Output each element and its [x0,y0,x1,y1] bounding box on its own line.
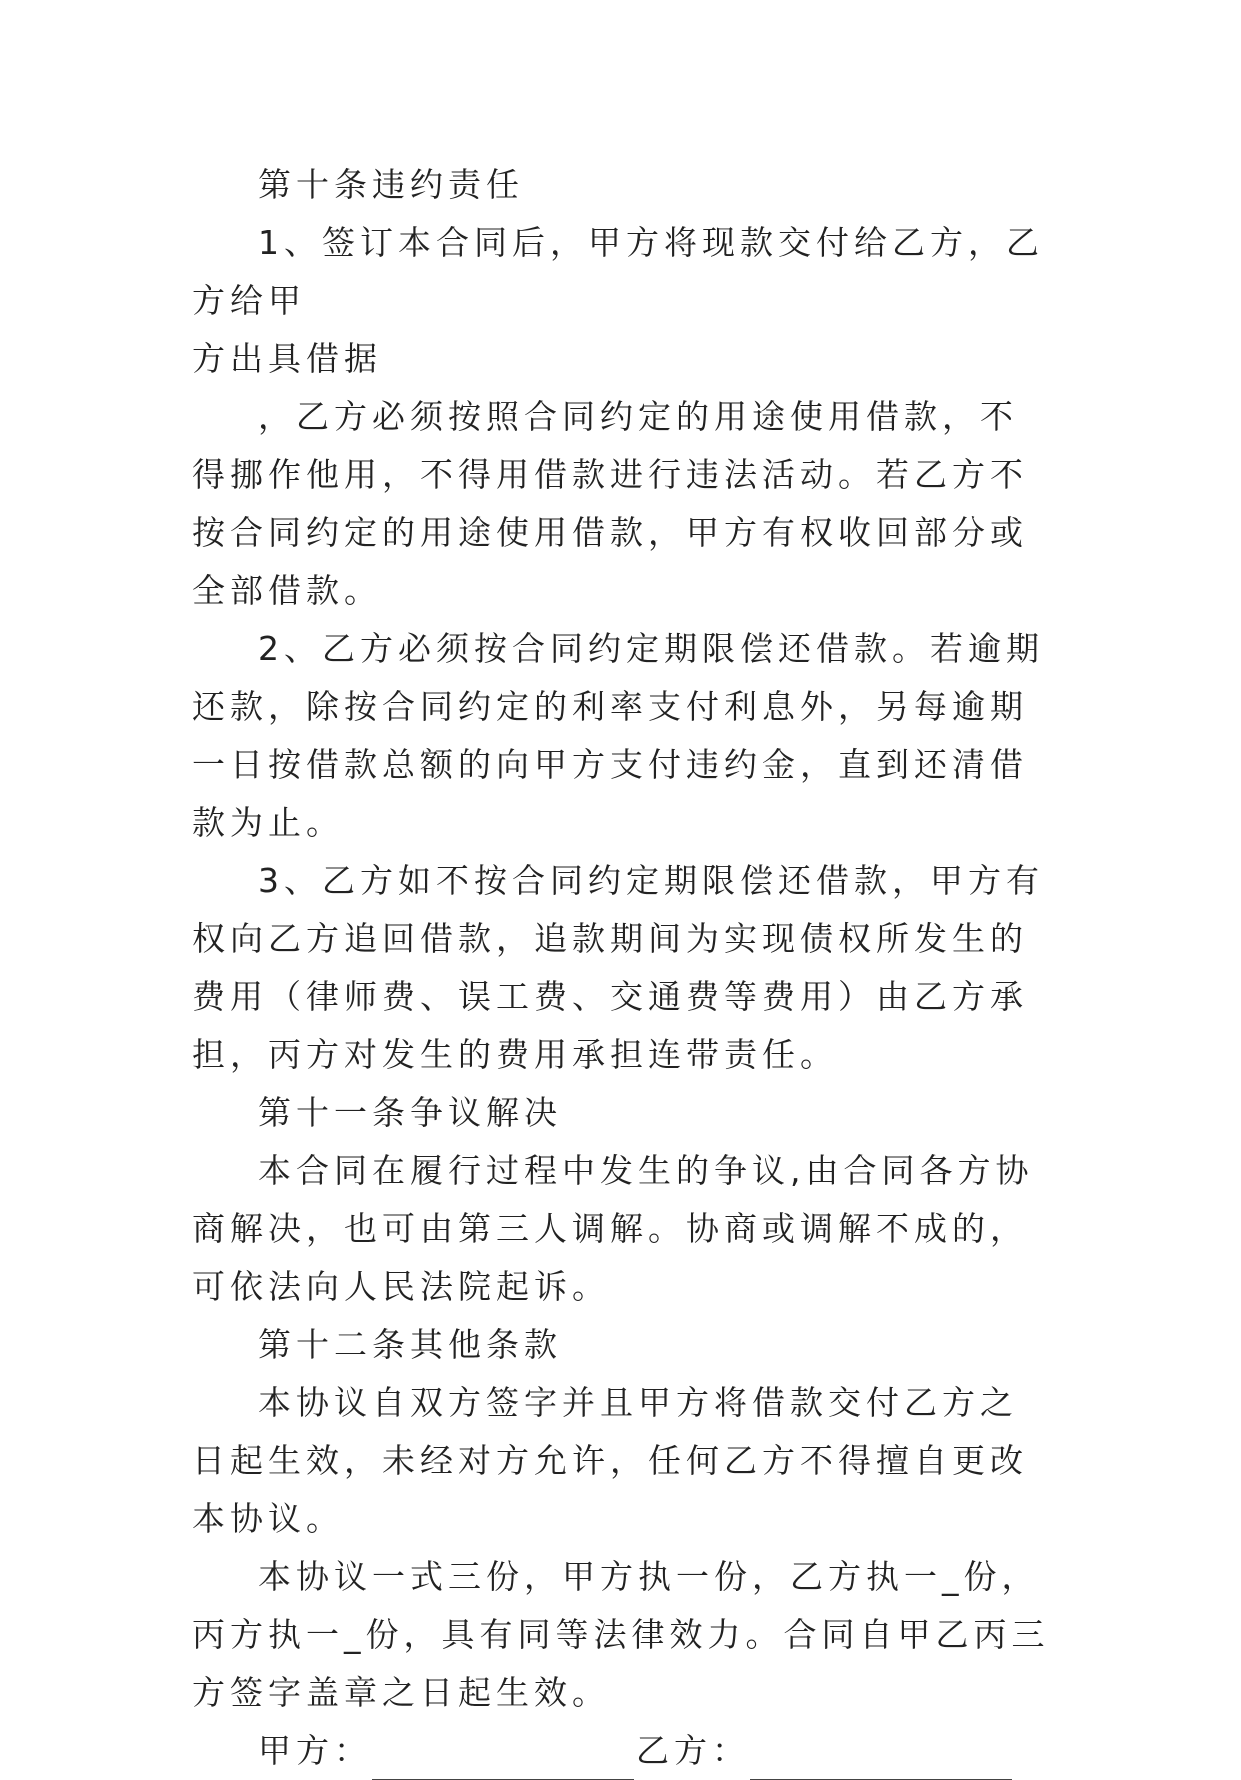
party-a-label: 甲方： [258,1731,372,1770]
party-b-label: 乙方： [636,1731,750,1770]
article-12-paragraph-2: 本协议一式三份，甲方执一份，乙方执一_份，丙方执一_份，具有同等法律效力。合同自甲乙丙三方签字盖章之日起生效。 [192,1557,1050,1712]
document-body [192,156,1050,1780]
article-11-paragraph: 本合同在履行过程中发生的争议,由合同各方协商解决，也可由第三人调解。协商或调解不成的，可依法向人民法院起诉。 [192,1151,1034,1306]
article-12-title: 第十二条其他条款 [258,1325,562,1364]
signature-line [192,1722,1050,1780]
article-10-clause-1-line-2: 方出具借据 [192,339,382,378]
article-10-clause-3: 3、乙方如不按合同约定期限偿还借款，甲方有权向乙方追回借款，追款期间为实现债权所发生的费用（律师费、误工费、交通费等费用）由乙方承担，丙方对发生的费用承担连带责任。 [192,861,1044,1074]
article-10-clause-1-continued: ，乙方必须按照合同约定的用途使用借款，不得挪作他用，不得用借款进行违法活动。若乙方不按合同约定的用途使用借款，甲方有权收回部分或全部借款。 [192,397,1028,610]
article-10-clause-1-line-1: 1、签订本合同后，甲方将现款交付给乙方，乙方给甲 [192,223,1044,320]
article-10-clause-2: 2、乙方必须按合同约定期限偿还借款。若逾期还款，除按合同约定的利率支付利息外，另每逾期一日按借款总额的向甲方支付违约金，直到还清借款为止。 [192,629,1044,842]
party-a-signature-blank [372,1739,634,1780]
article-12-paragraph-1: 本协议自双方签字并且甲方将借款交付乙方之日起生效，未经对方允许，任何乙方不得擅自更改本协议。 [192,1383,1028,1538]
article-11-title: 第十一条争议解决 [258,1093,562,1132]
party-b-signature-blank [750,1739,1012,1780]
article-10-title: 第十条违约责任 [258,165,524,204]
